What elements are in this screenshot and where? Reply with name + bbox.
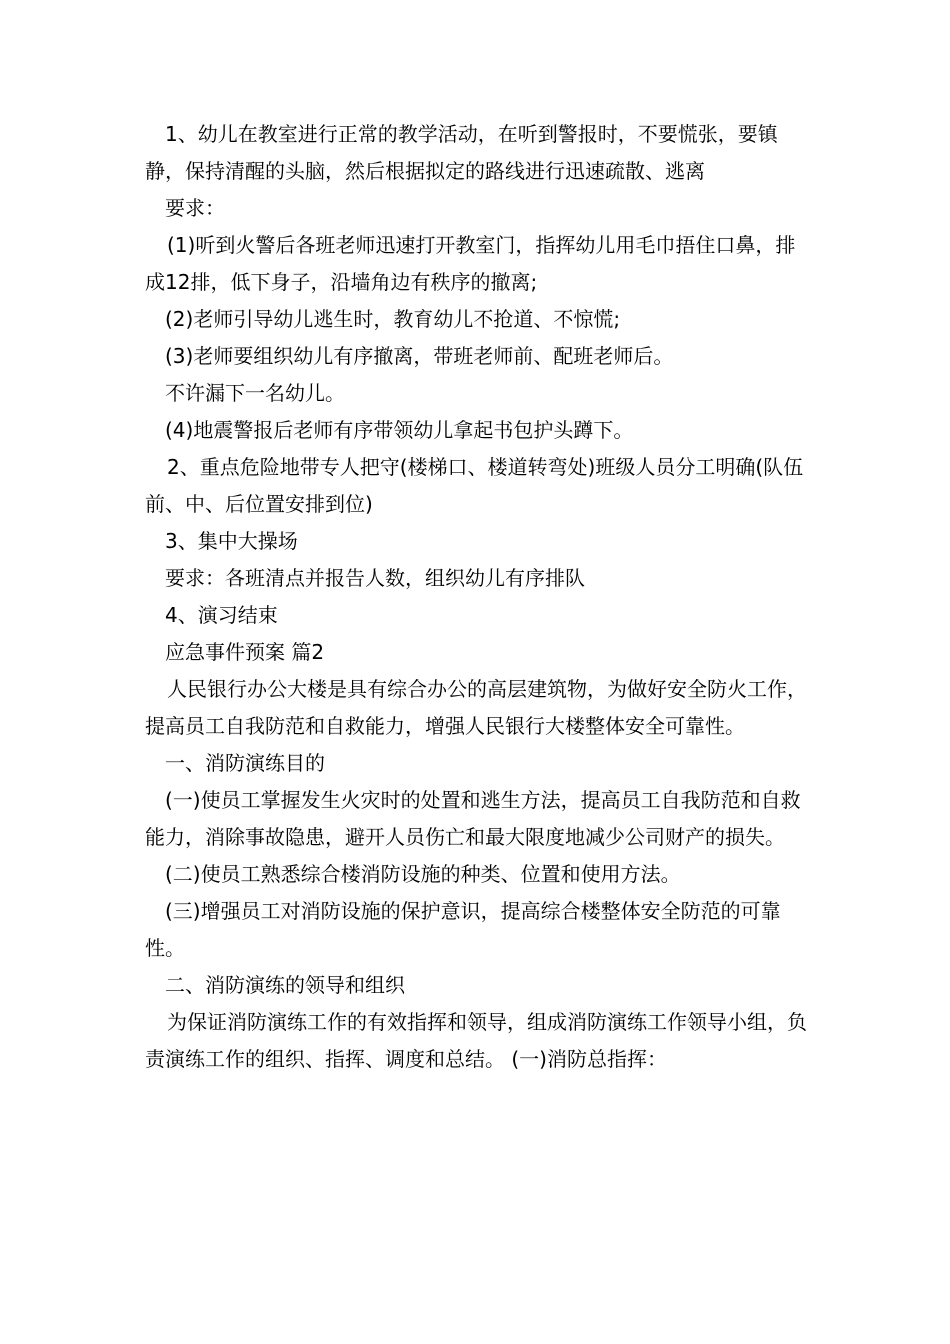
document-body: [145, 116, 810, 1078]
section-heading: 应急事件预案 篇2: [165, 640, 325, 664]
paragraph-18: 二、消防演练的领导和组织: [165, 973, 405, 997]
paragraph-19: 为保证消防演练工作的有效指挥和领导，组成消防演练工作领导小组，负责演练工作的组织、指挥、调度和总结。 (一)消防总指挥：: [145, 1010, 807, 1071]
paragraph-2: 要求：: [165, 196, 225, 220]
paragraph-9: 3、集中大操场: [165, 529, 298, 553]
paragraph-3: (1)听到火警后各班老师迅速打开教室门，指挥幼儿用毛巾捂住口鼻，排成12排，低下身子，沿墙角边有秩序的撤离;: [145, 233, 796, 294]
paragraph-16: (二)使员工熟悉综合楼消防设施的种类、位置和使用方法。: [165, 862, 681, 886]
paragraph-5: (3)老师要组织幼儿有序撤离，带班老师前、配班老师后。: [165, 344, 674, 368]
paragraph-15: (一)使员工掌握发生火灾时的处置和逃生方法，提高员工自我防范和自救能力，消除事故隐患，避开人员伤亡和最大限度地减少公司财产的损失。: [145, 788, 801, 849]
paragraph-10: 要求：各班清点并报告人数，组织幼儿有序排队: [165, 566, 585, 590]
paragraph-14: 一、消防演练目的: [165, 751, 325, 775]
paragraph-4: (2)老师引导幼儿逃生时，教育幼儿不抢道、不惊慌;: [165, 307, 621, 331]
paragraph-8: 2、重点危险地带专人把守(楼梯口、楼道转弯处)班级人员分工明确(队伍前、中、后位置安排到位): [145, 455, 804, 516]
paragraph-6: 不许漏下一名幼儿。: [165, 381, 345, 405]
paragraph-11: 4、演习结束: [165, 603, 278, 627]
paragraph-17: (三)增强员工对消防设施的保护意识，提高综合楼整体安全防范的可靠性。: [145, 899, 781, 960]
paragraph-13: 人民银行办公大楼是具有综合办公的高层建筑物，为做好安全防火工作，提高员工自我防范和自救能力，增强人民银行大楼整体安全可靠性。: [145, 677, 807, 738]
paragraph-7: (4)地震警报后老师有序带领幼儿拿起书包护头蹲下。: [165, 418, 634, 442]
paragraph-1: 1、幼儿在教室进行正常的教学活动，在听到警报时，不要慌张，要镇静，保持清醒的头脑，然后根据拟定的路线进行迅速疏散、逃离: [145, 122, 778, 183]
